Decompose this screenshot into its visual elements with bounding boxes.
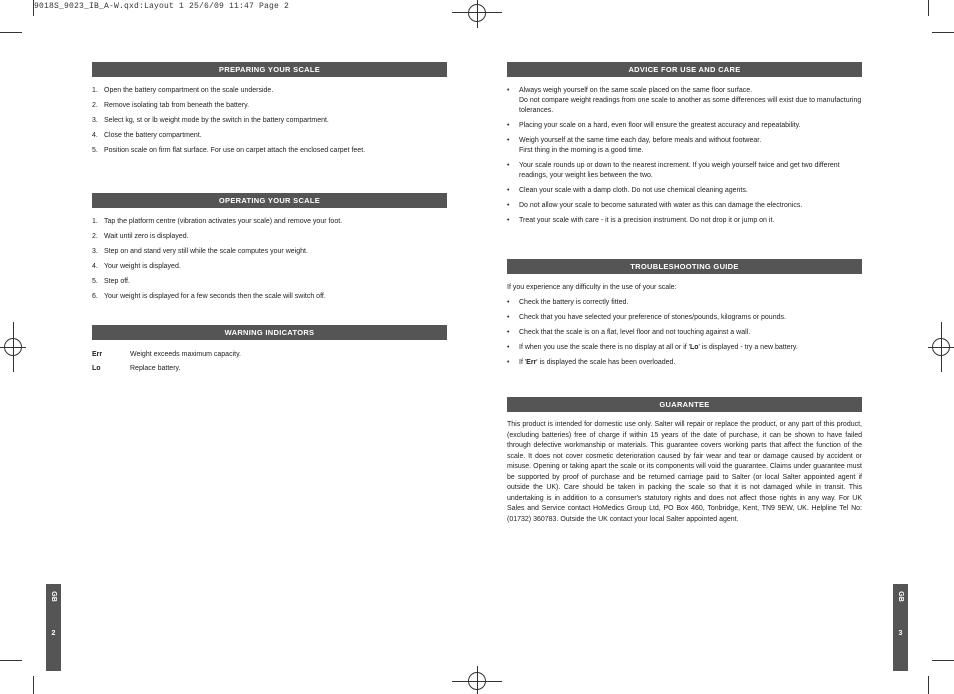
list-item: 3. Select kg, st or lb weight mode by the switch in the battery compartment. xyxy=(92,117,329,124)
advice-list xyxy=(507,86,862,226)
guarantee-section xyxy=(507,397,862,525)
operating-list xyxy=(92,217,447,302)
warning-row xyxy=(92,364,447,374)
list-item: 4. Close the battery compartment. xyxy=(92,132,202,139)
page-number: 3 xyxy=(898,630,903,637)
list-item: 5. Step off. xyxy=(92,278,130,285)
list-item: 2. Wait until zero is displayed. xyxy=(92,233,189,240)
troubleshooting-section xyxy=(507,259,862,373)
list-item: • Weigh yourself at the same time each day, before meals and without footwear. First thing in the morning is a good time. xyxy=(507,137,762,154)
warning-code: Lo xyxy=(92,365,101,372)
list-item: • If when you use the scale there is no display at all or if 'Lo' is displayed - try a new battery. xyxy=(507,344,798,351)
operating-heading: OPERATING YOUR SCALE xyxy=(92,193,447,208)
list-item: • Check the battery is correctly fitted. xyxy=(507,299,629,306)
warning-row xyxy=(92,350,447,360)
list-item: • Treat your scale with care - it is a precision instrument. Do not drop it or jump on it. xyxy=(507,217,775,224)
list-item: 1. Tap the platform centre (vibration activates your scale) and remove your foot. xyxy=(92,218,343,225)
list-item: 1. Open the battery compartment on the scale underside. xyxy=(92,87,274,94)
warning-heading: WARNING INDICATORS xyxy=(92,325,447,340)
preparing-list xyxy=(92,86,447,156)
preparing-section xyxy=(92,62,447,161)
guarantee-text: This product is intended for domestic use only. Salter will repair or replace the product, or any part of this product, (excluding batteries) free of charge if within 15 years of the date of purchase, it can be shown to have failed through defective workmanship or materials. This guarantee covers working parts that affect the function of the scale. It does not cover cosmetic deterioration caused by fair wear and tear or damage caused by accident or misuse. Opening or taking apart the scale or its components will void the guarantee. Claims under guarantee must be supported by proof of purchase and be returned carriage paid to Salter (or local Salter appointed agent if outside the UK). Care should be taken in packing the scale so that it is not damaged while in transit. This undertaking is in addition to a consumer's statutory rights and does not affect those rights in any way. For UK Sales and Service contact HoMedics Group Ltd, PO Box 460, Tonbridge, Kent, TN9 9EW, UK. Helpline Tel No: (01732) 360783. Outside the UK contact your local Salter appointed agent. xyxy=(507,421,862,523)
list-item: • Your scale rounds up or down to the nearest increment. If you weigh yourself twice and get two different readings, your weight lies between the two. xyxy=(507,162,840,179)
list-item: 5. Position scale on firm flat surface. For use on carpet attach the enclosed carpet feet. xyxy=(92,147,366,154)
warning-text: Replace battery. xyxy=(130,365,181,372)
list-item: • Check that you have selected your preference of stones/pounds, kilograms or pounds. xyxy=(507,314,786,321)
print-slug: 9018S_9023_IB_A-W.qxd:Layout 1 25/6/09 11:47 Page 2 xyxy=(34,2,290,11)
page-number: 2 xyxy=(51,630,56,637)
warning-text: Weight exceeds maximum capacity. xyxy=(130,351,242,358)
guarantee-heading: GUARANTEE xyxy=(507,397,862,412)
warning-list xyxy=(92,350,447,374)
list-item: • Always weigh yourself on the same scale placed on the same floor surface. Do not compare weight readings from one scale to another as some differences will exist due to manufacturing tolerances. xyxy=(507,87,862,114)
advice-section xyxy=(507,62,862,231)
troubleshooting-list xyxy=(507,298,862,368)
list-item: 3. Step on and stand very still while the scale computes your weight. xyxy=(92,248,308,255)
list-item: • Do not allow your scale to become saturated with water as this can damage the electronics. xyxy=(507,202,803,209)
operating-section xyxy=(92,193,447,307)
advice-heading: ADVICE FOR USE AND CARE xyxy=(507,62,862,77)
warning-section xyxy=(92,325,447,378)
list-item: • Clean your scale with a damp cloth. Do not use chemical cleaning agents. xyxy=(507,187,748,194)
page-tab-left xyxy=(46,584,61,671)
list-item: 4. Your weight is displayed. xyxy=(92,263,181,270)
preparing-heading: PREPARING YOUR SCALE xyxy=(92,62,447,77)
page-tab-right xyxy=(893,584,908,671)
list-item: 6. Your weight is displayed for a few seconds then the scale will switch off. xyxy=(92,293,326,300)
warning-code: Err xyxy=(92,351,103,358)
language-label: GB xyxy=(50,591,57,602)
troubleshooting-heading: TROUBLESHOOTING GUIDE xyxy=(507,259,862,274)
list-item: • Placing your scale on a hard, even floor will ensure the greatest accuracy and repeatability. xyxy=(507,122,801,129)
troubleshooting-intro: If you experience any difficulty in the use of your scale: xyxy=(507,284,677,291)
list-item: • If 'Err' is displayed the scale has been overloaded. xyxy=(507,359,676,366)
list-item: • Check that the scale is on a flat, level floor and not touching against a wall. xyxy=(507,329,751,336)
list-item: 2. Remove isolating tab from beneath the battery. xyxy=(92,102,250,109)
language-label: GB xyxy=(897,591,904,602)
